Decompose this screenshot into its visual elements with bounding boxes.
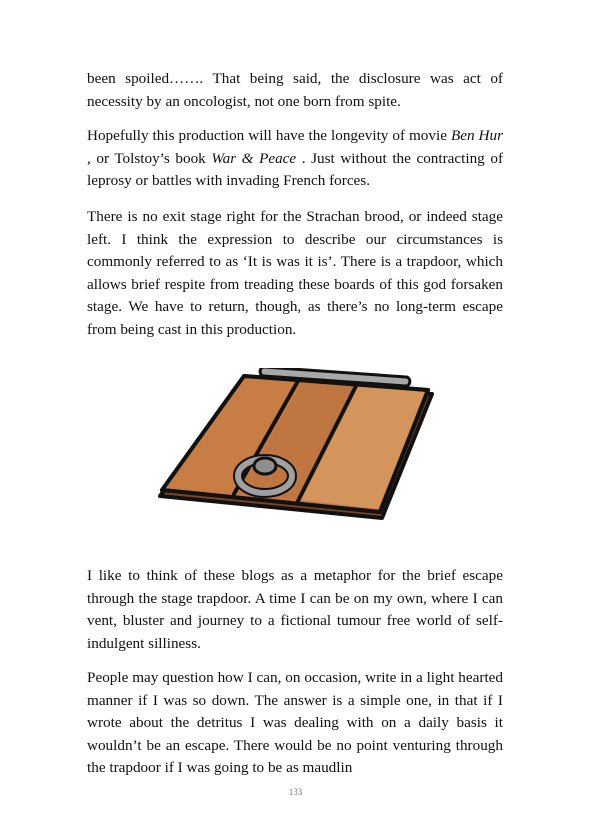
paragraph-2-text-a: Hopefully this production will have the longevity of movie [87,127,451,144]
ring-mount [254,458,276,474]
trapdoor-illustration [150,368,440,528]
paragraph-5: People may question how I can, on occasion, write in a light hearted manner if I was so down. The answer is a simple one, in that if I wrote about the detritus I was dealing with on a daily basis it wouldn’t be an escape. There would be no point venturing through the trapdoor if I was going to be as maudlin [87,669,503,776]
book-title: War & Peace [211,149,297,167]
paragraph-4: I like to think of these blogs as a metaphor for the brief escape through the stage trapdoor. A time I can be on my own, where I can vent, bluster and journey to a fictional tumour free world of self-indulgent silliness. [87,567,503,652]
movie-title: Ben Hur [450,127,503,144]
paragraph-3: There is no exit stage right for the Strachan brood, or indeed stage left. I think the expression to describe our circumstances is commonly referred to as ‘It is was it is’. There is a trapdoor, which allows brief respite from treading these boards of this god forsaken stage. We have to return, though, as there’s no long-term escape from being cast in this production. [87,208,503,338]
paragraph-2-text-c: . Just without the contracting of leprosy or battles with invading French forces. [87,149,503,189]
paragraph-2-text-b: , or Tolstoy’s book [87,149,212,167]
paragraph-2 [87,125,503,193]
page-number: 133 [288,787,303,797]
paragraph-1: been spoiled……. That being said, the disclosure was act of necessity by an oncologist, not one born from spite. [87,70,503,110]
